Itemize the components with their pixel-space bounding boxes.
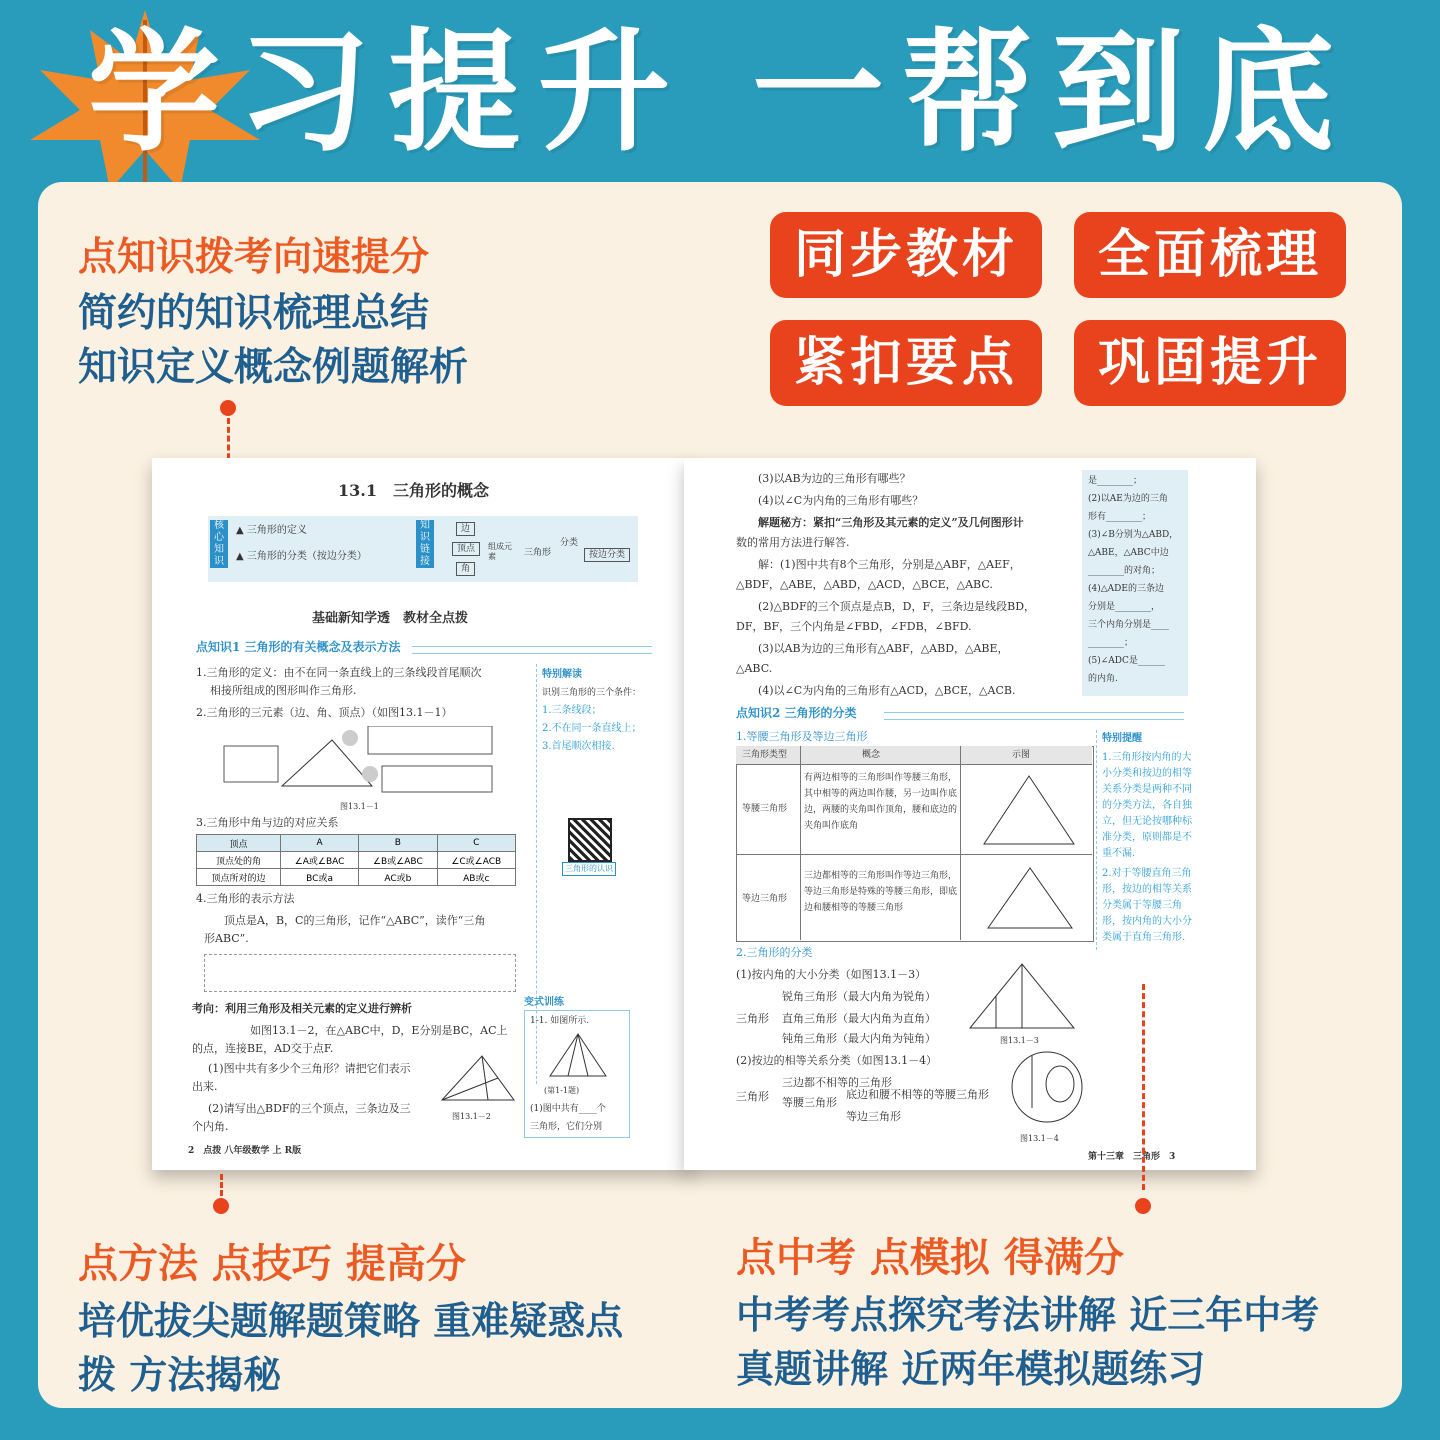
table-header: 示图 [1012, 750, 1031, 760]
k1-line: 顶点是A，B，C的三角形，记作“△ABC”，读作“三角 [224, 914, 486, 927]
map-item: 按边分类 [584, 548, 630, 562]
answer-line: (3)以AB为边的三角形有△ABF，△ABD，△ABE， [758, 642, 1009, 655]
k2-title: 点知识2 三角形的分类 [736, 706, 857, 720]
k1-title: 点知识1 三角形的有关概念及表示方法 [196, 640, 401, 654]
tips-title: 特别解读 [542, 669, 582, 680]
side-line: (2)以AE为边的三角 [1088, 494, 1168, 504]
core-item: ▲ 三角形的定义 [236, 525, 307, 536]
badge-comprehensive: 全面梳理 [1074, 212, 1346, 298]
answer-line: (4)以∠C为内角的三角形有△ACD，△BCE，△ACB. [758, 684, 1016, 697]
right-bottom-line2: 真题讲解 近两年模拟题练习 [736, 1347, 1206, 1391]
k1-line: (1)图中共有多少个三角形？请把它们表示 [208, 1062, 411, 1075]
practice-title: 变式训练 [524, 997, 564, 1008]
k1-line: 考向：利用三角形及相关元素的定义进行辨析 [192, 1002, 412, 1015]
k1-line: 3.三角形中角与边的对应关系 [196, 816, 339, 829]
figure-caption: 图13.1－4 [1020, 1134, 1059, 1143]
answer-line: △BDF，△ABE，△ABD，△ACD，△BCE，△ABC. [736, 578, 993, 591]
tip-line: 2.不在同一条直线上； [542, 723, 642, 734]
k1-line: 2.三角形的三元素（边、角、顶点）（如图13.1－1） [196, 706, 453, 719]
cls-line: 三角形 [736, 1012, 769, 1025]
k1-line: 形ABC”. [204, 932, 249, 945]
answer-line: 解：(1)图中共有8个三角形，分别是△ABF，△AEF， [758, 558, 1021, 571]
cls-item: 等腰三角形 [782, 1096, 837, 1109]
left-bottom-line2: 拨 方法揭秘 [78, 1353, 282, 1397]
open-book [152, 448, 1256, 1174]
book-left-page [152, 458, 692, 1170]
page-footer: 第十三章 三角形 3 [1088, 1152, 1176, 1162]
table-cell: 有两边相等的三角形叫作等腰三角形，其中相等的两边叫作腰，另一边叫作底边，两腰的夹角叫作顶角，腰和底边的夹角叫作底角 [804, 773, 958, 831]
table-cell: ∠B或∠ABC [359, 852, 437, 869]
book-right-page [684, 458, 1256, 1170]
tip-line: 识别三角形的三个条件： [542, 688, 642, 698]
badge-improve: 巩固提升 [1074, 320, 1346, 406]
isosceles-triangle-figure [974, 770, 1084, 850]
connector-dot [1135, 1198, 1151, 1214]
table-header: 三角形类型 [742, 750, 788, 760]
table-cell: 等边三角形 [742, 894, 788, 904]
table-divider [960, 746, 961, 940]
answer-line: (2)△BDF的三个顶点是点B，D，F，三条边是线段BD， [758, 600, 1036, 613]
answer-line: △ABC. [736, 662, 773, 675]
table-divider [800, 746, 801, 940]
core-label: 核心知识 [210, 520, 228, 568]
core-item: ▲ 三角形的分类（按边分类） [236, 551, 367, 562]
note-box [204, 954, 516, 992]
answer-line: (4)以∠C为内角的三角形有哪些？ [758, 494, 924, 507]
triangle-figure [222, 726, 502, 806]
cls-line: (2)按边的相等关系分类（如图13.1－4） [736, 1054, 938, 1067]
side-line: 分别是________， [1088, 602, 1161, 612]
left-top-heading: 点知识拨考向速提分 [78, 235, 430, 280]
figure-caption: 图13.1－3 [1000, 1036, 1039, 1045]
answer-line: 解题秘方：紧扣“三角形及其元素的定义”及几何图形计 [758, 516, 1024, 529]
side-line: 形有________； [1088, 512, 1152, 522]
band-title: 基础新知学透 教材全点拨 [312, 611, 469, 626]
table-header: C [437, 835, 515, 852]
triangle-classification-figure [966, 960, 1078, 1032]
page-footer: 2 点拨 八年级数学 上 R版 [188, 1146, 302, 1156]
table-cell: ∠C或∠ACB [437, 852, 515, 869]
connector-line [220, 1174, 223, 1196]
table-cell: AB或c [437, 869, 515, 886]
side-line: ________； [1088, 638, 1134, 648]
side-line: 三个内角分别是____ [1088, 620, 1170, 630]
k1-line: (2)请写出△BDF的三个顶点，三条边及三 [208, 1102, 411, 1115]
equilateral-triangle-figure [980, 864, 1080, 936]
table-cell: AC或b [359, 869, 437, 886]
table-cell: 三边都相等的三角形叫作等边三角形，等边三角形是特殊的等腰三角形，即底边和腰相等的等腰三角形 [804, 871, 958, 913]
table-header: B [359, 835, 437, 852]
cls-item: 钝角三角形（最大内角为钝角） [782, 1032, 936, 1045]
k2-sub: 1.等腰三角形及等边三角形 [736, 730, 868, 743]
practice-line: (第1-1题) [544, 1086, 580, 1095]
k1-line: 的点，连接BE，AD交于点F. [192, 1042, 334, 1055]
map-item: 角 [456, 562, 475, 576]
map-item: 顶点 [452, 542, 480, 556]
k1-line: 4.三角形的表示方法 [196, 892, 295, 905]
side-line: (4)△ADE的三条边 [1088, 584, 1164, 594]
right-bottom-line1: 中考考点探究考法讲解 近三年中考 [736, 1293, 1320, 1337]
page-title: 学习提升 一帮到底 [88, 16, 1352, 170]
table-cell: ∠A或∠BAC [280, 852, 358, 869]
table-header: A [280, 835, 358, 852]
cls-item: 锐角三角形（最大内角为锐角） [782, 990, 936, 1003]
cls-item: 三边都不相等的三角形 [782, 1076, 892, 1089]
side-line: ________的对角； [1088, 566, 1161, 576]
side-line: 是________； [1088, 476, 1143, 486]
figure-caption: 图13.1－1 [340, 802, 379, 811]
practice-line: (1)图中共有____个 [530, 1104, 606, 1114]
map-item: 组成元素 [488, 542, 512, 561]
map-item: 分类 [560, 538, 579, 548]
right-bottom-heading: 点中考 点模拟 得满分 [736, 1235, 1124, 1281]
badge-keypoints: 紧扣要点 [770, 320, 1042, 406]
table-header: 顶点 [197, 835, 281, 852]
triangle-figure [438, 1052, 518, 1112]
table-header-row [736, 746, 1092, 765]
cls-line: (1)按内角的大小分类（如图13.1－3） [736, 968, 927, 981]
tip-line: 2.对于等腰直角三角形，按边的相等关系分类属于等腰三角形，按内角的大小分类属于直角三角形. [1102, 868, 1192, 943]
left-bottom-line1: 培优拔尖题解题策略 重难疑惑点 [78, 1299, 624, 1343]
table-cell: 等腰三角形 [742, 804, 788, 814]
divider [884, 712, 1184, 720]
answer-line: (3)以AB为边的三角形有哪些？ [758, 472, 911, 485]
practice-line: 1-1. 如图所示. [530, 1016, 590, 1026]
connector-line [1142, 984, 1145, 1190]
angle-side-table [196, 834, 516, 886]
tip-line: 1.三角形按内角的大小分类和按边的相等关系分类是两种不同的分类方法，各自独立，但无论按哪种标准分类，原则都是不重不漏. [1102, 752, 1192, 859]
qr-label: 三角形的认识 [562, 862, 616, 876]
divider [412, 646, 652, 654]
k1-line: 相接所组成的图形叫作三角形. [210, 684, 357, 697]
cls-line: 三角形 [736, 1090, 769, 1103]
link-label: 知识链接 [416, 520, 434, 568]
k1-line: 出来. [192, 1080, 218, 1093]
practice-line: 三角形，它们分别 [530, 1122, 603, 1132]
side-line: △ABE，△ABC中边 [1088, 548, 1169, 558]
table-cell: 顶点所对的边 [197, 869, 281, 886]
table-cell: 顶点处的角 [197, 852, 281, 869]
side-line: (3)∠B分别为△ABD， [1088, 530, 1179, 540]
table-divider [736, 854, 1092, 855]
cls-item: 直角三角形（最大内角为直角） [782, 1012, 936, 1025]
qr-code-icon [568, 818, 612, 862]
left-top-line2: 知识定义概念例题解析 [78, 345, 469, 390]
side-line: 的内角. [1088, 674, 1118, 684]
triangle-figure [548, 1032, 608, 1078]
k1-line: 1.三角形的定义：由不在同一条直线上的三条线段首尾顺次 [196, 666, 482, 679]
left-bottom-heading: 点方法 点技巧 提高分 [78, 1241, 466, 1287]
badge-sync: 同步教材 [770, 212, 1042, 298]
tips-title: 特别提醒 [1102, 733, 1142, 744]
table-header: 概念 [862, 750, 881, 760]
side-classification-figure [1010, 1050, 1084, 1124]
map-item: 三角形 [524, 548, 552, 558]
tip-line: 1.三条线段； [542, 705, 602, 716]
left-top-line1: 简约的知识梳理总结 [78, 291, 430, 336]
cls-item: 底边和腰不相等的等腰三角形 [846, 1088, 989, 1101]
cls-item: 等边三角形 [846, 1110, 901, 1123]
table-cell: BC或a [280, 869, 358, 886]
column-divider [1096, 730, 1098, 950]
connector-dot [213, 1198, 229, 1214]
figure-caption: 图13.1－2 [452, 1112, 491, 1121]
side-line: (5)∠ADC是______ [1088, 656, 1165, 666]
k1-line: 如图13.1－2，在△ABC中，D，E分别是BC，AC上 [250, 1024, 508, 1037]
k1-line: 个内角. [192, 1120, 229, 1133]
tip-line: 3.首尾顺次相接. [542, 741, 615, 752]
connector-dot [220, 400, 236, 416]
chapter-title: 13.1 三角形的概念 [338, 481, 489, 500]
map-item: 边 [456, 522, 475, 536]
cls-title: 2.三角形的分类 [736, 946, 813, 959]
answer-line: 数的常用方法进行解答. [736, 536, 850, 549]
answer-line: DF，BF，三个内角是∠FBD，∠FDB，∠BFD. [736, 620, 972, 633]
